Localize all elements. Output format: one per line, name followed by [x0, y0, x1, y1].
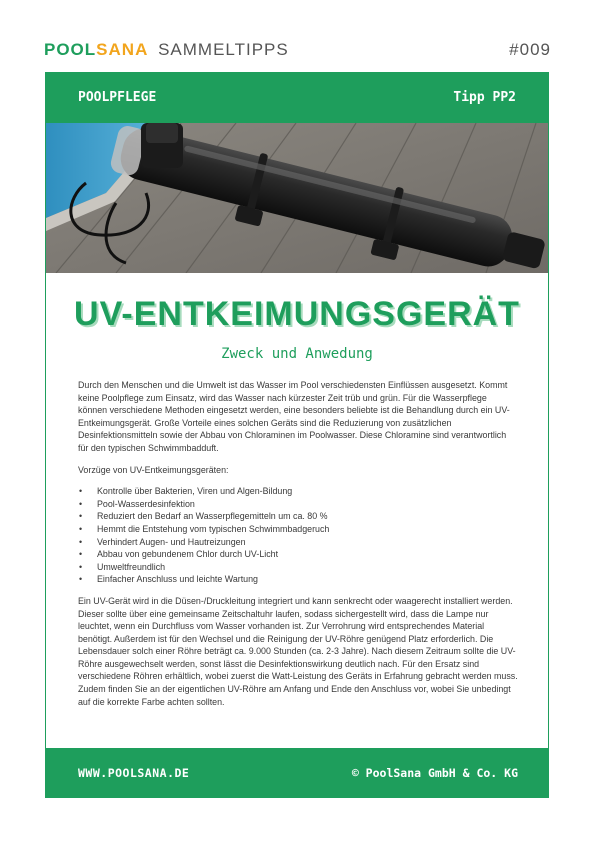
list-item: • Hemmt die Entstehung vom typischen Schwimmbadgeruch	[78, 523, 518, 536]
installation-paragraph: Ein UV-Gerät wird in die Düsen-/Druckleitung integriert und kann senkrecht oder waagerecht installiert werden. Dieser sollte über eine gemeinsame Zeitschaltuhr laufen, sodass sichergestellt wird, dass die Lampe nur leuchtet, wenn ein Durchfluss vom Wasser vorhanden ist. Zur Verrohrung wird entsprechendes Material benötigt. Außerdem ist für den Wechsel und die Reinigung der UV-Röhre genügend Platz erforderlich. Die Lebensdauer solch einer Röhre beträgt ca. 9.000 Stunden (ca. 2-3 Jahre). Nach diesem Zeitraum sollte die UV-Röhre ausgewechselt werden, sonst lässt die Desinfektionswirkung deutlich nach. Für den Ersatz sind verschiedene Röhren erhältlich, wobei zuerst die Watt-Leistung des Geräts in Erfahrung gebracht werden muss. Zudem finden Sie an der eigentlichen UV-Röhre am Anfang und Ende den Anschluss vor, wobei Sie unbedingt auf die korrekte Farbe achten sollten.	[78, 595, 518, 707]
logo-pool: POOL	[44, 40, 97, 59]
issue-number: #009	[509, 40, 551, 59]
list-item: • Umweltfreundlich	[78, 561, 518, 574]
list-item: • Verhindert Augen- und Hautreizungen	[78, 536, 518, 549]
advantages-heading: Vorzüge von UV-Entkeimungsgeräten:	[78, 464, 229, 475]
advantages-list	[78, 485, 518, 586]
card-footer	[46, 748, 548, 797]
website-link[interactable]: WWW.POOLSANA.DE	[78, 766, 190, 780]
tip-label: Tipp PP2	[453, 90, 516, 105]
tip-card	[45, 72, 549, 798]
list-item: • Kontrolle über Bakterien, Viren und Algen-Bildung	[78, 485, 518, 498]
intro-paragraph: Durch den Menschen und die Umwelt ist das Wasser im Pool verschiedensten Einflüssen ausgesetzt. Kommt keine Poolpflege zum Einsatz, wird das Wasser nach kürzester Zeit trüb und grün. Für die Wasserpflege können verschiedene Methoden eingesetzt werden, eine besonders beliebte ist die Behandlung durch ein UV-Entkeimungsgerät. Große Vorteile eines solchen Geräts sind die Reduzierung von zusätzlichen Desinfektionsmitteln sowie der Abbau von Chloraminen im Poolwasser. Diese Chloramine sind verantwortlich für den typischen Schwimmbadduft.	[78, 380, 510, 453]
series-label: SAMMELTIPPS	[158, 40, 289, 59]
list-item: • Pool-Wasserdesinfektion	[78, 498, 518, 511]
brand-logo	[44, 40, 289, 60]
top-bar	[44, 40, 551, 62]
copyright-notice: © PoolSana GmbH & Co. KG	[351, 766, 518, 780]
page-subtitle: Zweck und Anwedung	[221, 346, 373, 362]
category-label: POOLPFLEGE	[78, 90, 157, 105]
article-body	[78, 379, 518, 717]
logo-sana: SANA	[96, 40, 149, 59]
list-item: • Einfacher Anschluss und leichte Wartung	[78, 573, 518, 586]
page-title: UV-ENTKEIMUNGSGERÄT	[74, 295, 520, 333]
list-item: • Abbau von gebundenem Chlor durch UV-Licht	[78, 548, 518, 561]
uv-sterilizer-photo	[46, 123, 548, 273]
hero-illustration	[46, 123, 548, 273]
list-item: • Reduziert den Bedarf an Wasserpflegemitteln um ca. 80 %	[78, 510, 518, 523]
card-header	[46, 73, 548, 123]
